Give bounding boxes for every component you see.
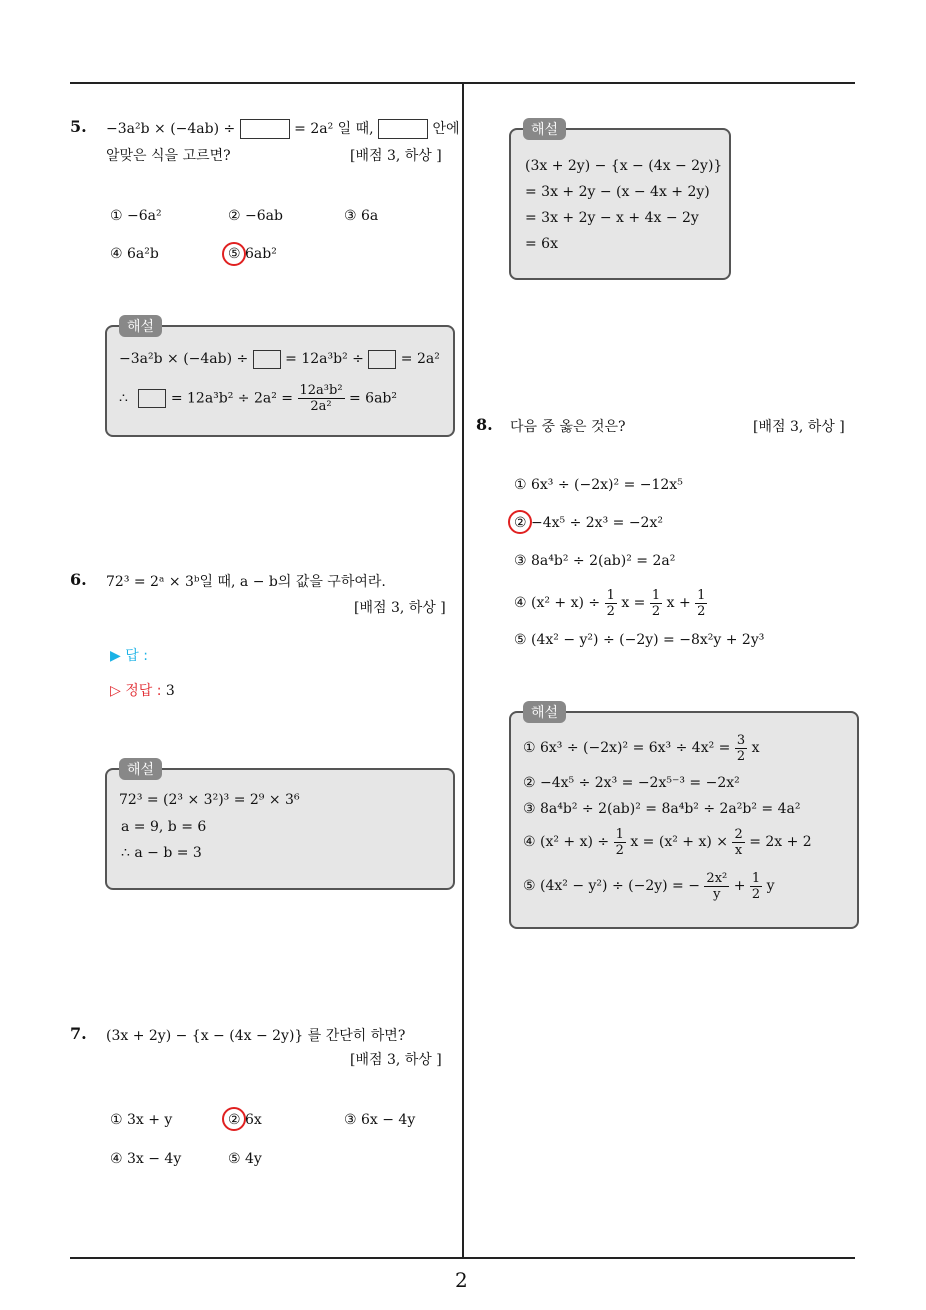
fraction-numerator: 1 <box>751 870 761 886</box>
question-stem: (3x + 2y) − {x − (4x − 2y)} 를 간단히 하면? <box>106 1028 406 1044</box>
fraction-denominator: 2 <box>651 603 661 619</box>
solution-line-3: = 3x + 2y − x + 4x − 2y <box>525 210 699 226</box>
correct-value: 3 <box>165 683 175 699</box>
score-label: [배점 3, 하상 ] <box>350 148 442 164</box>
stem-part: = 2a² 일 때, <box>294 121 374 137</box>
choice-5[interactable]: ⑤ 4y <box>228 1151 262 1167</box>
sol-part: ④ (x² + x) ÷ <box>523 834 610 850</box>
correct-answer <box>110 681 175 701</box>
fraction-denominator: 2 <box>606 603 615 619</box>
solution-line-4: = 6x <box>525 236 558 252</box>
correct-label: ▷ 정답 : <box>110 683 162 699</box>
stem-part: 안에 <box>432 121 460 137</box>
choice-1[interactable]: ① 6x³ ÷ (−2x)² = −12x⁵ <box>514 477 683 493</box>
blank-box <box>368 350 396 369</box>
choice-1[interactable]: ① −6a² <box>110 208 162 224</box>
choice-5[interactable]: ⑤ (4x² − y²) ÷ (−2y) = −8x²y + 2y³ <box>514 632 765 648</box>
question-stem-line2: 알맞은 식을 고르면? <box>106 148 231 164</box>
fraction-numerator: 3 <box>736 732 746 748</box>
sol-part: ① 6x³ ÷ (−2x)² = 6x³ ÷ 4x² = <box>523 740 731 756</box>
choice-2[interactable]: ② 6x <box>228 1112 262 1128</box>
choice-1[interactable]: ① 3x + y <box>110 1112 173 1128</box>
choice-5[interactable]: ⑤ 6ab² <box>228 246 277 262</box>
solution-box-q7 <box>509 122 731 280</box>
solution-line-3: ③ 8a⁴b² ÷ 2(ab)² = 8a⁴b² ÷ 2a²b² = 4a² <box>523 801 801 817</box>
solution-tag: 해설 <box>523 118 566 140</box>
solution-box <box>105 762 455 890</box>
answer-circle-mark <box>222 242 246 266</box>
fraction <box>735 733 747 764</box>
question-stem: 다음 중 옳은 것은? <box>510 419 626 435</box>
solution-line-2: a = 9, b = 6 <box>121 819 207 835</box>
fraction-numerator: 1 <box>697 587 706 603</box>
choice-4[interactable]: ④ 6a²b <box>110 246 159 262</box>
sol-part: x = (x² + x) × <box>630 834 728 850</box>
solution-box <box>509 705 859 929</box>
choice-part: x = <box>621 595 646 611</box>
solution-line-4 <box>523 825 812 859</box>
answer-label: ▶ 답 : <box>110 648 148 664</box>
fraction-denominator: 2a² <box>310 399 332 414</box>
score-label: [배점 3, 하상 ] <box>350 1052 442 1068</box>
stem-part: −3a²b × (−4ab) ÷ <box>106 121 236 137</box>
bottom-rule <box>70 1257 855 1259</box>
choice-3[interactable]: ③ 8a⁴b² ÷ 2(ab)² = 2a² <box>514 553 676 569</box>
question-number: 8. <box>476 415 493 434</box>
page-number: 2 <box>455 1268 468 1292</box>
fraction-numerator: 2x² <box>706 870 728 886</box>
fraction-numerator: 12a³b² <box>299 383 343 398</box>
choice-part: x + <box>666 595 691 611</box>
fraction-numerator: 2 <box>734 826 743 842</box>
choice-3[interactable]: ③ 6a <box>344 208 379 224</box>
fraction-denominator: 2 <box>751 886 761 902</box>
score-label: [배점 3, 하상 ] <box>753 419 845 435</box>
solution-box <box>105 319 455 437</box>
blank-box <box>138 389 166 408</box>
solution-line-2: = 3x + 2y − (x − 4x + 2y) <box>525 184 710 200</box>
solution-line-1: (3x + 2y) − {x − (4x − 2y)} <box>525 158 723 174</box>
sol-part: −3a²b × (−4ab) ÷ <box>119 351 249 367</box>
fraction-numerator: 1 <box>606 587 615 603</box>
fraction-denominator: 2 <box>736 748 746 764</box>
choice-2[interactable]: ② −4x⁵ ÷ 2x³ = −2x² <box>514 515 663 531</box>
solution-line-2: ② −4x⁵ ÷ 2x³ = −2x⁵⁻³ = −2x² <box>523 775 740 791</box>
fraction <box>650 588 662 619</box>
sol-part: = 2a² <box>400 351 440 367</box>
solution-line-5 <box>523 869 775 903</box>
therefore-symbol: ∴ <box>119 390 128 407</box>
column-divider <box>462 84 464 1258</box>
fraction <box>704 871 729 902</box>
score-label: [배점 3, 하상 ] <box>354 600 446 616</box>
fraction <box>298 383 345 414</box>
solution-tag: 해설 <box>119 315 162 337</box>
choice-4[interactable] <box>514 586 707 620</box>
question-number: 6. <box>70 570 87 589</box>
blank-box <box>253 350 281 369</box>
fraction <box>732 827 744 858</box>
solution-line-3: ∴ a − b = 3 <box>121 845 202 861</box>
fraction-numerator: 1 <box>651 587 661 603</box>
fraction-denominator: 2 <box>697 603 706 619</box>
solution-tag: 해설 <box>523 701 566 723</box>
sol-part: x <box>751 740 760 756</box>
solution-tag: 해설 <box>119 758 162 780</box>
blank-box <box>378 119 428 139</box>
solution-line-2 <box>119 383 397 414</box>
sol-part: = 12a³b² ÷ <box>285 351 364 367</box>
fraction-denominator: x <box>734 842 743 858</box>
solution-line-1: 72³ = (2³ × 3²)³ = 2⁹ × 3⁶ <box>119 792 300 808</box>
solution-line-1 <box>119 349 440 369</box>
fraction <box>750 871 762 902</box>
choice-part: ④ (x² + x) ÷ <box>514 595 601 611</box>
fraction <box>605 588 617 619</box>
blank-box <box>240 119 290 139</box>
fraction-denominator: y <box>713 886 721 902</box>
sol-part: + <box>733 878 746 894</box>
answer-circle-mark <box>222 1107 246 1131</box>
choice-3[interactable]: ③ 6x − 4y <box>344 1112 416 1128</box>
question-number: 5. <box>70 117 87 136</box>
choice-2[interactable]: ② −6ab <box>228 208 283 224</box>
sol-part: y <box>766 878 775 894</box>
sol-part: = 6ab² <box>349 390 398 407</box>
fraction <box>695 588 707 619</box>
answer-circle-mark <box>508 510 532 534</box>
fraction-denominator: 2 <box>615 842 624 858</box>
fraction <box>614 827 626 858</box>
choice-4[interactable]: ④ 3x − 4y <box>110 1151 182 1167</box>
question-stem <box>106 119 460 139</box>
solution-line-1 <box>523 731 759 765</box>
sol-part: = 2x + 2 <box>749 834 812 850</box>
sol-part: = 12a³b² ÷ 2a² = <box>170 390 294 407</box>
fraction-numerator: 1 <box>615 826 624 842</box>
sol-part: ⑤ (4x² − y²) ÷ (−2y) = − <box>523 878 700 894</box>
question-number: 7. <box>70 1024 87 1043</box>
question-stem: 72³ = 2ᵃ × 3ᵇ일 때, a − b의 값을 구하여라. <box>106 574 386 590</box>
